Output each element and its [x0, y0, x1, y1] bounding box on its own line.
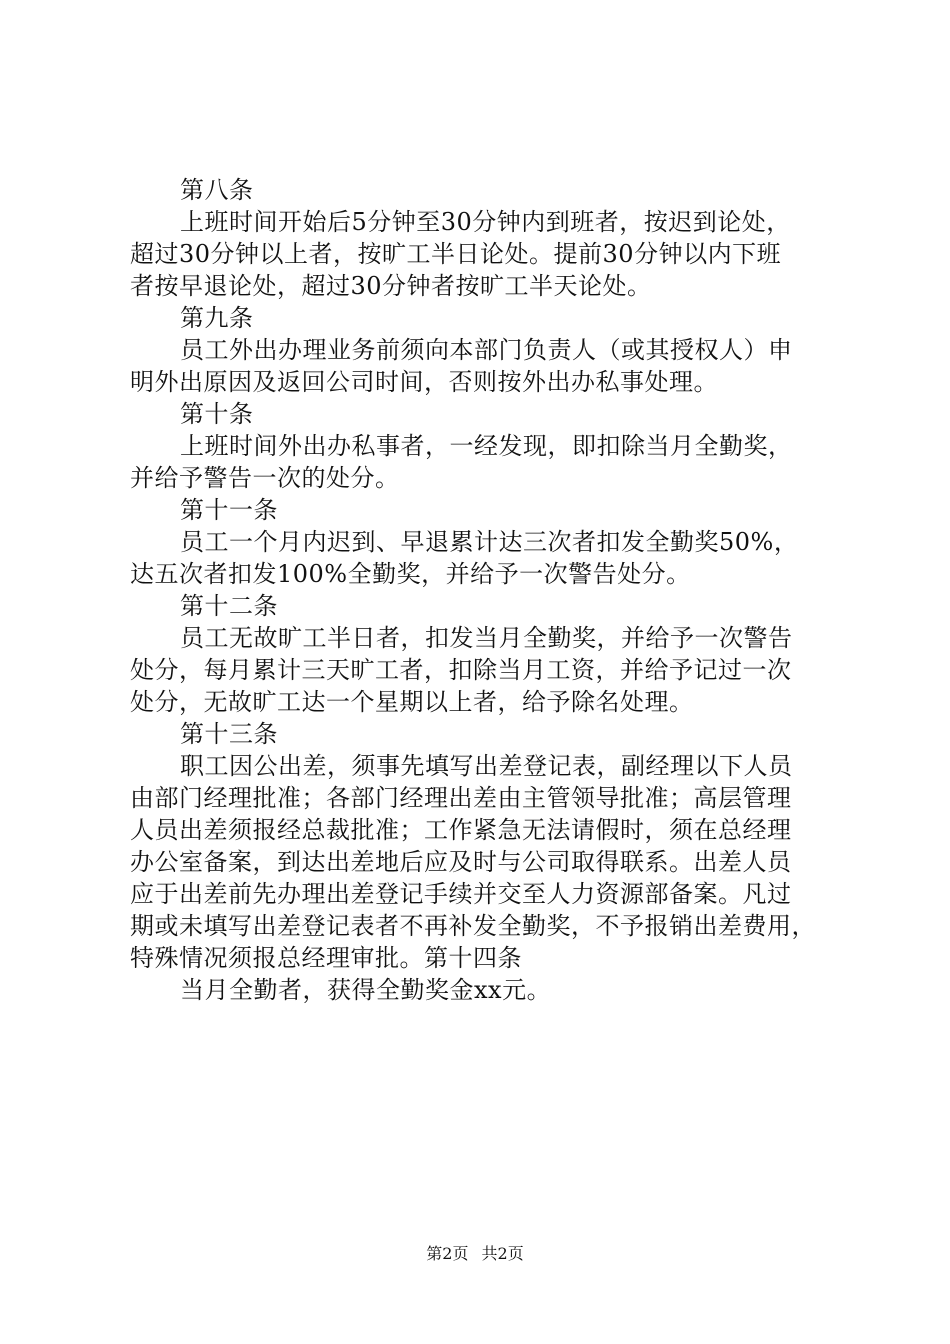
paragraph-line: 处分，每月累计三天旷工者，扣除当月工资，并给予记过一次: [130, 656, 792, 684]
page-footer: [0, 1244, 950, 1264]
paragraph-line: 上班时间开始后5分钟至30分钟内到班者，按迟到论处，: [180, 208, 791, 236]
paragraph-line: 职工因公出差，须事先填写出差登记表，副经理以下人员: [180, 752, 793, 780]
paragraph-line: 明外出原因及返回公司时间，否则按外出办私事处理。: [130, 368, 718, 396]
paragraph-line: 达五次者扣发100%全勤奖，并给予一次警告处分。: [130, 560, 691, 588]
paragraph-line: 应于出差前先办理出差登记手续并交至人力资源部备案。凡过: [130, 880, 792, 908]
article-heading: 第十条: [180, 400, 254, 428]
paragraph-line: 由部门经理批准；各部门经理出差由主管领导批准；高层管理: [130, 784, 792, 812]
paragraph-line: 员工外出办理业务前须向本部门负责人（或其授权人）申: [180, 336, 793, 364]
paragraph-line: 人员出差须报经总裁批准；工作紧急无法请假时，须在总经理: [130, 816, 792, 844]
article-heading: 第十三条: [180, 720, 278, 748]
paragraph-line: 上班时间外出办私事者，一经发现，即扣除当月全勤奖，: [180, 432, 793, 460]
paragraph-line: 办公室备案，到达出差地后应及时与公司取得联系。出差人员: [130, 848, 792, 876]
article-heading: 第八条: [180, 176, 254, 204]
page-number: 第2页: [426, 1244, 469, 1263]
article-heading: 第十一条: [180, 496, 278, 524]
page-total: 共2页: [481, 1244, 524, 1263]
paragraph-line: 超过30分钟以上者，按旷工半日论处。提前30分钟以内下班: [130, 240, 782, 268]
paragraph-line: 特殊情况须报总经理审批。第十四条: [130, 944, 522, 972]
paragraph-line: 期或未填写出差登记表者不再补发全勤奖，不予报销出差费用，: [130, 912, 816, 940]
paragraph-line: 者按早退论处，超过30分钟者按旷工半天论处。: [130, 272, 652, 300]
article-heading: 第九条: [180, 304, 254, 332]
paragraph-line: 处分，无故旷工达一个星期以上者，给予除名处理。: [130, 688, 694, 716]
article-heading: 第十二条: [180, 592, 278, 620]
paragraph-line: 当月全勤者，获得全勤奖金xx元。: [180, 976, 552, 1004]
paragraph-line: 员工无故旷工半日者，扣发当月全勤奖，并给予一次警告: [180, 624, 793, 652]
paragraph-line: 员工一个月内迟到、早退累计达三次者扣发全勤奖50%，: [180, 528, 799, 556]
document-body: [130, 174, 824, 1006]
paragraph-line: 并给予警告一次的处分。: [130, 464, 400, 492]
